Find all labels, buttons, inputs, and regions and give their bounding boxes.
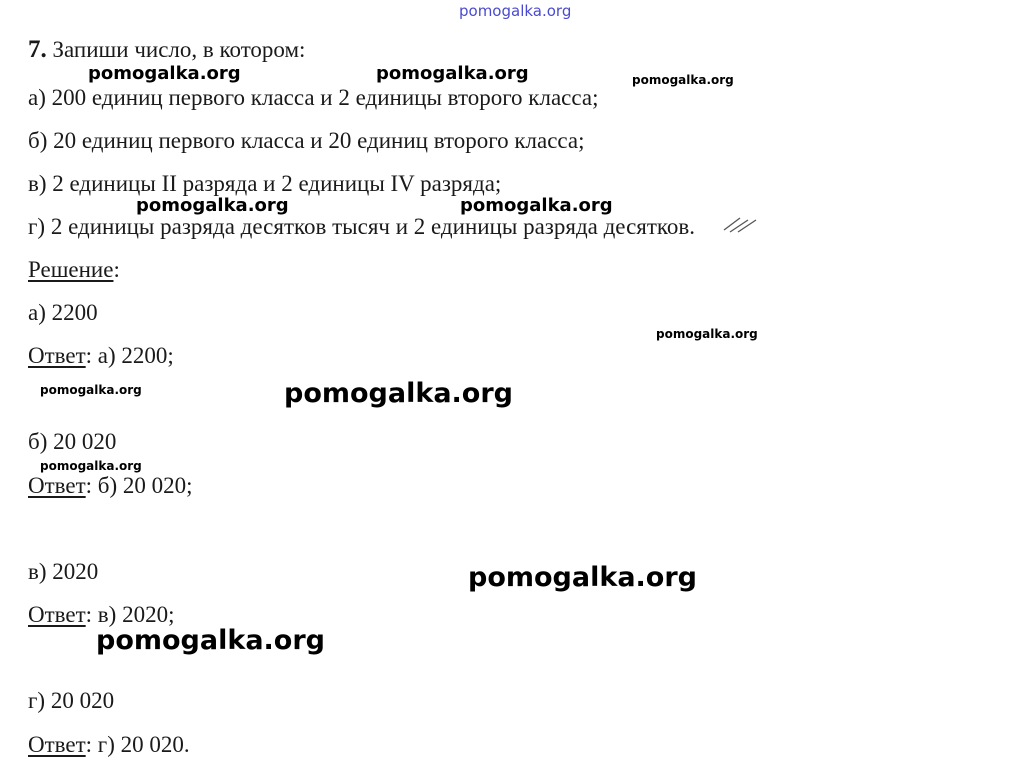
watermark: pomogalka.org <box>460 195 613 216</box>
answer-value: : в) 2020; <box>85 602 175 627</box>
solution-result-b: б) 20 020 <box>28 429 117 454</box>
solution-result-a: а) 2200 <box>28 300 98 325</box>
watermark: pomogalka.org <box>468 562 697 593</box>
answer-label: Ответ <box>28 473 86 498</box>
answer-label: Ответ <box>28 602 86 627</box>
answer-label: Ответ <box>28 343 86 368</box>
answer-value: : г) 20 020. <box>85 732 190 757</box>
task-item-a: а) 200 единиц первого класса и 2 единицы второго класса; <box>28 85 599 110</box>
answer-d <box>28 733 190 756</box>
task-item-d: г) 2 единицы разряда десятков тысяч и 2 единицы разряда десятков. <box>28 214 696 239</box>
task-item-b: б) 20 единиц первого класса и 20 единиц второго класса; <box>28 128 585 153</box>
solution-heading-colon: : <box>113 257 120 282</box>
watermark: pomogalka.org <box>284 378 513 409</box>
task-number: 7. <box>28 36 47 63</box>
answer-a <box>28 344 174 367</box>
watermark: pomogalka.org <box>136 195 289 216</box>
watermark: pomogalka.org <box>632 73 734 87</box>
watermark: pomogalka.org <box>88 63 241 84</box>
watermark: pomogalka.org <box>656 327 758 341</box>
watermark: pomogalka.org <box>40 459 142 473</box>
answer-label: Ответ <box>28 732 86 757</box>
watermark-top: pomogalka.org <box>459 2 572 20</box>
watermark: pomogalka.org <box>96 625 325 656</box>
task-item-c: в) 2 единицы II разряда и 2 единицы IV разряда; <box>28 171 502 196</box>
answer-b <box>28 474 193 497</box>
answer-value: : а) 2200; <box>85 343 174 368</box>
watermark: pomogalka.org <box>40 383 142 397</box>
solution-result-c: в) 2020 <box>28 559 99 584</box>
task-header <box>28 37 305 62</box>
solution-result-d: г) 20 020 <box>28 688 115 713</box>
task-prompt: Запиши число, в котором: <box>52 37 306 62</box>
answer-value: : б) 20 020; <box>85 473 193 498</box>
scribble-mark <box>722 214 760 234</box>
watermark: pomogalka.org <box>376 63 529 84</box>
solution-heading <box>28 258 120 281</box>
answer-c <box>28 603 174 626</box>
solution-heading-label: Решение <box>28 257 114 282</box>
